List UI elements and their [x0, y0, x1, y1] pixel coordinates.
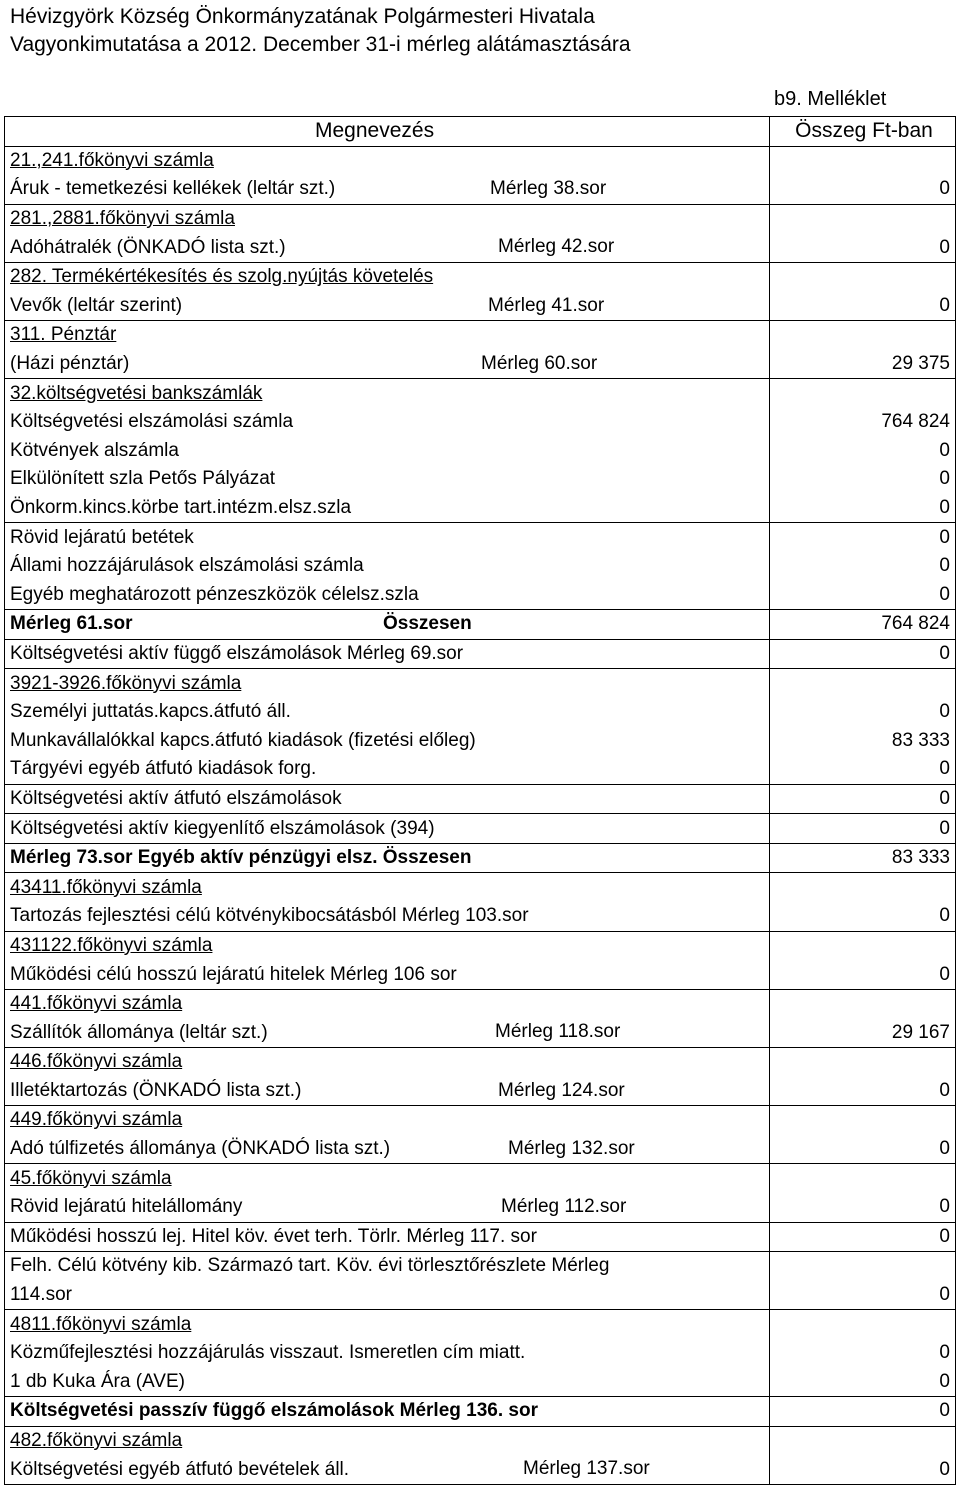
row-amount: 0: [939, 555, 950, 577]
row-amount: 0: [939, 1370, 950, 1392]
table-row: [5, 465, 956, 494]
row-description-cell: [5, 989, 770, 1018]
row-description-cell: [5, 321, 770, 350]
header-name-cell: [5, 117, 770, 147]
row-description-cell: [5, 1077, 770, 1106]
row-description: 32.költségvetési bankszámlák: [10, 382, 263, 404]
table-row: [5, 1193, 956, 1222]
row-description: 446.főkönyvi számla: [10, 1051, 183, 1073]
row-amount: 0: [939, 1196, 950, 1218]
table-row: [5, 989, 956, 1018]
row-amount-cell: [770, 581, 956, 610]
row-description-cell: [5, 1252, 770, 1281]
row-amount: 0: [939, 963, 950, 985]
row-description: Működési hosszú lej. Hitel köv. évet terh. Törlr. Mérleg 117. sor: [10, 1225, 537, 1247]
row-reference: Összesen: [383, 613, 472, 635]
table-row: [5, 262, 956, 291]
row-amount: 0: [939, 178, 950, 200]
row-amount: 0: [939, 439, 950, 461]
row-description: (Házi pénztár): [10, 353, 130, 375]
row-description: Költségvetési aktív függő elszámolások Mérleg 69.sor: [10, 642, 464, 664]
row-description: 449.főkönyvi számla: [10, 1109, 183, 1131]
table-row: [5, 204, 956, 233]
table-row: [5, 1252, 956, 1281]
row-amount-cell: [770, 1426, 956, 1455]
row-description: 482.főkönyvi számla: [10, 1430, 183, 1452]
row-amount-cell: [770, 465, 956, 494]
row-reference: Mérleg 132.sor: [508, 1137, 635, 1159]
table-row: [5, 1222, 956, 1252]
row-description: 431122.főkönyvi számla: [10, 934, 213, 956]
table-row: [5, 1310, 956, 1339]
table-row: [5, 581, 956, 610]
row-amount-cell: [770, 523, 956, 552]
row-amount: 0: [939, 526, 950, 548]
table-row: [5, 1135, 956, 1164]
row-description: 3921-3926.főkönyvi számla: [10, 672, 242, 694]
row-amount-cell: [770, 1018, 956, 1047]
row-description-cell: [5, 1164, 770, 1193]
row-description: 281.,2881.főkönyvi számla: [10, 208, 235, 230]
row-description-cell: [5, 146, 770, 175]
row-description: 114.sor: [10, 1284, 72, 1306]
row-amount: 0: [939, 758, 950, 780]
row-amount: 0: [939, 1138, 950, 1160]
row-amount-cell: [770, 292, 956, 321]
row-description-cell: [5, 931, 770, 960]
row-description: Szállítók állománya (leltár szt.): [10, 1021, 268, 1043]
table-row: [5, 1426, 956, 1455]
row-amount: 0: [939, 1458, 950, 1480]
table-row: [5, 233, 956, 262]
row-amount-cell: [770, 146, 956, 175]
row-description-cell: [5, 960, 770, 989]
row-description: 43411.főkönyvi számla: [10, 876, 202, 898]
row-description-cell: [5, 204, 770, 233]
row-description: Mérleg 73.sor Egyéb aktív pénzügyi elsz. Összesen: [10, 847, 472, 869]
row-amount: 0: [939, 1079, 950, 1101]
table-row: [5, 1368, 956, 1397]
row-description-cell: [5, 1368, 770, 1397]
row-description-cell: [5, 1222, 770, 1252]
row-reference: Mérleg 41.sor: [488, 294, 605, 316]
row-description: Áruk - temetkezési kellékek (leltár szt.): [10, 178, 336, 200]
table-row: [5, 814, 956, 844]
row-reference: Mérleg 124.sor: [498, 1079, 625, 1101]
row-description: 311. Pénztár: [10, 324, 117, 346]
table-row: [5, 1018, 956, 1047]
row-description-cell: [5, 843, 770, 873]
header-amount: Összeg Ft-ban: [795, 119, 933, 143]
table-row: [5, 960, 956, 989]
row-amount-cell: [770, 494, 956, 523]
row-amount-cell: [770, 1135, 956, 1164]
row-amount: 0: [939, 701, 950, 723]
table-row: [5, 1077, 956, 1106]
row-amount-cell: [770, 755, 956, 784]
table-row: [5, 437, 956, 466]
table-row: [5, 931, 956, 960]
table-row: [5, 292, 956, 321]
row-description-cell: [5, 262, 770, 291]
row-amount-cell: [770, 262, 956, 291]
table-row: [5, 1397, 956, 1427]
row-amount: 0: [939, 236, 950, 258]
row-description-cell: [5, 465, 770, 494]
document-title-line-1: Hévizgyörk Község Önkormányzatának Polgármesteri Hivatala: [10, 5, 595, 28]
row-amount: 0: [939, 583, 950, 605]
row-description: Egyéb meghatározott pénzeszközök célelsz.szla: [10, 583, 419, 605]
table-row: [5, 350, 956, 379]
row-amount: 0: [939, 497, 950, 519]
row-amount: 0: [939, 905, 950, 927]
row-amount-cell: [770, 1455, 956, 1484]
table-row: [5, 379, 956, 408]
header-amount-cell: [770, 117, 956, 147]
row-amount: 0: [939, 642, 950, 664]
row-description: Működési célú hosszú lejáratú hitelek Mérleg 106 sor: [10, 963, 457, 985]
row-description-cell: [5, 523, 770, 552]
asset-table: [4, 116, 956, 1485]
row-description-cell: [5, 233, 770, 262]
row-amount-cell: [770, 610, 956, 640]
table-row: [5, 1164, 956, 1193]
row-description: Elkülönített szla Petős Pályázat: [10, 468, 276, 490]
table-row: [5, 1339, 956, 1368]
row-amount-cell: [770, 321, 956, 350]
row-description: Rövid lejáratú betétek: [10, 526, 194, 548]
row-description: Rövid lejáratú hitelállomány: [10, 1196, 243, 1218]
row-amount: 83 333: [891, 847, 950, 869]
row-amount-cell: [770, 698, 956, 727]
row-description: Adóhátralék (ÖNKADÓ lista szt.): [10, 236, 286, 258]
row-description: 441.főkönyvi számla: [10, 993, 183, 1015]
row-description: Kötvények alszámla: [10, 439, 179, 461]
row-description: Költségvetési aktív kiegyenlítő elszámolások (394): [10, 817, 435, 839]
row-description-cell: [5, 379, 770, 408]
table-row: [5, 321, 956, 350]
row-description-cell: [5, 902, 770, 931]
row-amount: 0: [939, 1400, 950, 1422]
table-row: [5, 902, 956, 931]
row-description-cell: [5, 1339, 770, 1368]
table-row: [5, 523, 956, 552]
row-reference: Mérleg 60.sor: [481, 352, 598, 374]
table-row: [5, 1048, 956, 1077]
row-description-cell: [5, 1048, 770, 1077]
table-row: [5, 698, 956, 727]
table-row: [5, 726, 956, 755]
row-amount-cell: [770, 437, 956, 466]
row-description: Közműfejlesztési hozzájárulás visszaut. Ismeretlen cím miatt.: [10, 1342, 526, 1364]
annex-label: b9. Melléklet: [774, 88, 887, 110]
row-amount-cell: [770, 873, 956, 902]
table-row: [5, 1455, 956, 1484]
row-amount: 0: [939, 1284, 950, 1306]
row-description: Illetéktartozás (ÖNKADÓ lista szt.): [10, 1079, 302, 1101]
row-amount-cell: [770, 843, 956, 873]
row-description-cell: [5, 292, 770, 321]
row-amount-cell: [770, 1164, 956, 1193]
row-amount: 29 375: [891, 353, 950, 375]
row-amount-cell: [770, 1193, 956, 1222]
row-description-cell: [5, 581, 770, 610]
row-amount: 0: [939, 468, 950, 490]
row-description-cell: [5, 1281, 770, 1310]
table-row: [5, 755, 956, 784]
row-description-cell: [5, 1455, 770, 1484]
row-amount-cell: [770, 989, 956, 1018]
table-row: [5, 669, 956, 698]
row-amount: 83 333: [891, 729, 950, 751]
row-amount-cell: [770, 1222, 956, 1252]
row-description: Vevők (leltár szerint): [10, 294, 183, 316]
row-amount: 0: [939, 817, 950, 839]
row-amount: 29 167: [891, 1021, 950, 1043]
row-amount-cell: [770, 1368, 956, 1397]
row-description-cell: [5, 755, 770, 784]
row-description: 4811.főkönyvi számla: [10, 1313, 192, 1335]
row-description: Állami hozzájárulások elszámolási számla: [10, 555, 364, 577]
row-description: Önkorm.kincs.körbe tart.intézm.elsz.szla: [10, 497, 352, 519]
row-amount-cell: [770, 1281, 956, 1310]
table-row: [5, 175, 956, 204]
row-description-cell: [5, 494, 770, 523]
row-amount-cell: [770, 726, 956, 755]
table-row: [5, 610, 956, 640]
table-row: [5, 639, 956, 669]
table-row: [5, 873, 956, 902]
row-description: 282. Termékértékesítés és szolg.nyújtás követelés: [10, 266, 434, 288]
row-amount-cell: [770, 204, 956, 233]
row-amount-cell: [770, 960, 956, 989]
header-row: [5, 117, 956, 147]
row-description: Költségvetési passzív függő elszámolások Mérleg 136. sor: [10, 1400, 538, 1422]
row-description: Költségvetési aktív átfutó elszámolások: [10, 787, 342, 809]
row-description: Felh. Célú kötvény kib. Származó tart. Köv. évi törlesztőrészlete Mérleg: [10, 1255, 610, 1277]
row-amount-cell: [770, 1397, 956, 1427]
row-amount-cell: [770, 350, 956, 379]
row-description-cell: [5, 726, 770, 755]
document-title-line-2: Vagyonkimutatása a 2012. December 31-i mérleg alátámasztására: [10, 33, 631, 56]
row-amount: 764 824: [881, 411, 950, 433]
row-description-cell: [5, 1135, 770, 1164]
row-amount-cell: [770, 639, 956, 669]
row-description: Tárgyévi egyéb átfutó kiadások forg.: [10, 758, 317, 780]
row-description-cell: [5, 1193, 770, 1222]
row-amount-cell: [770, 814, 956, 844]
row-description: Tartozás fejlesztési célú kötvénykibocsátásból Mérleg 103.sor: [10, 905, 529, 927]
row-description: 21.,241.főkönyvi számla: [10, 149, 214, 171]
table-row: [5, 784, 956, 814]
row-amount-cell: [770, 1310, 956, 1339]
table-row: [5, 843, 956, 873]
row-description-cell: [5, 1106, 770, 1135]
row-description-cell: [5, 639, 770, 669]
table-row: [5, 146, 956, 175]
row-amount-cell: [770, 902, 956, 931]
row-description-cell: [5, 873, 770, 902]
row-description-cell: [5, 784, 770, 814]
row-amount-cell: [770, 233, 956, 262]
row-description: Munkavállalókkal kapcs.átfutó kiadások (fizetési előleg): [10, 729, 476, 751]
row-amount-cell: [770, 175, 956, 204]
row-description: Személyi juttatás.kapcs.átfutó áll.: [10, 701, 291, 723]
row-amount-cell: [770, 1077, 956, 1106]
row-amount-cell: [770, 669, 956, 698]
row-reference: Mérleg 112.sor: [501, 1195, 627, 1217]
row-amount: 0: [939, 1342, 950, 1364]
row-amount-cell: [770, 552, 956, 581]
row-amount-cell: [770, 379, 956, 408]
row-description-cell: [5, 552, 770, 581]
row-amount-cell: [770, 931, 956, 960]
row-reference: Mérleg 38.sor: [490, 178, 607, 200]
row-amount: 0: [939, 1225, 950, 1247]
table-row: [5, 552, 956, 581]
row-description-cell: [5, 698, 770, 727]
row-description-cell: [5, 408, 770, 437]
row-amount-cell: [770, 408, 956, 437]
row-description-cell: [5, 350, 770, 379]
asset-table-body: [5, 117, 956, 1485]
row-description-cell: [5, 1310, 770, 1339]
table-row: [5, 1281, 956, 1310]
row-amount: 764 824: [881, 613, 950, 635]
row-description-cell: [5, 669, 770, 698]
table-row: [5, 494, 956, 523]
row-description: 1 db Kuka Ára (AVE): [10, 1370, 185, 1392]
row-reference: Mérleg 42.sor: [498, 236, 615, 258]
row-description-cell: [5, 610, 770, 640]
row-amount-cell: [770, 1252, 956, 1281]
header-name: Megnevezés: [315, 119, 435, 143]
row-amount-cell: [770, 784, 956, 814]
row-description-cell: [5, 1426, 770, 1455]
row-description: Mérleg 61.sor: [10, 613, 133, 635]
row-description-cell: [5, 1397, 770, 1427]
row-description: 45.főkönyvi számla: [10, 1167, 172, 1189]
row-description-cell: [5, 814, 770, 844]
row-description: Költségvetési egyéb átfutó bevételek áll.: [10, 1458, 350, 1480]
row-description-cell: [5, 437, 770, 466]
row-amount: 0: [939, 294, 950, 316]
row-description: Költségvetési elszámolási számla: [10, 411, 294, 433]
row-amount-cell: [770, 1048, 956, 1077]
row-description: Adó túlfizetés állománya (ÖNKADÓ lista szt.): [10, 1138, 391, 1160]
row-description-cell: [5, 1018, 770, 1047]
row-reference: Mérleg 118.sor: [495, 1021, 621, 1043]
table-row: [5, 408, 956, 437]
row-description-cell: [5, 175, 770, 204]
table-row: [5, 1106, 956, 1135]
row-reference: Mérleg 137.sor: [523, 1458, 650, 1480]
row-amount: 0: [939, 787, 950, 809]
row-amount-cell: [770, 1106, 956, 1135]
row-amount-cell: [770, 1339, 956, 1368]
